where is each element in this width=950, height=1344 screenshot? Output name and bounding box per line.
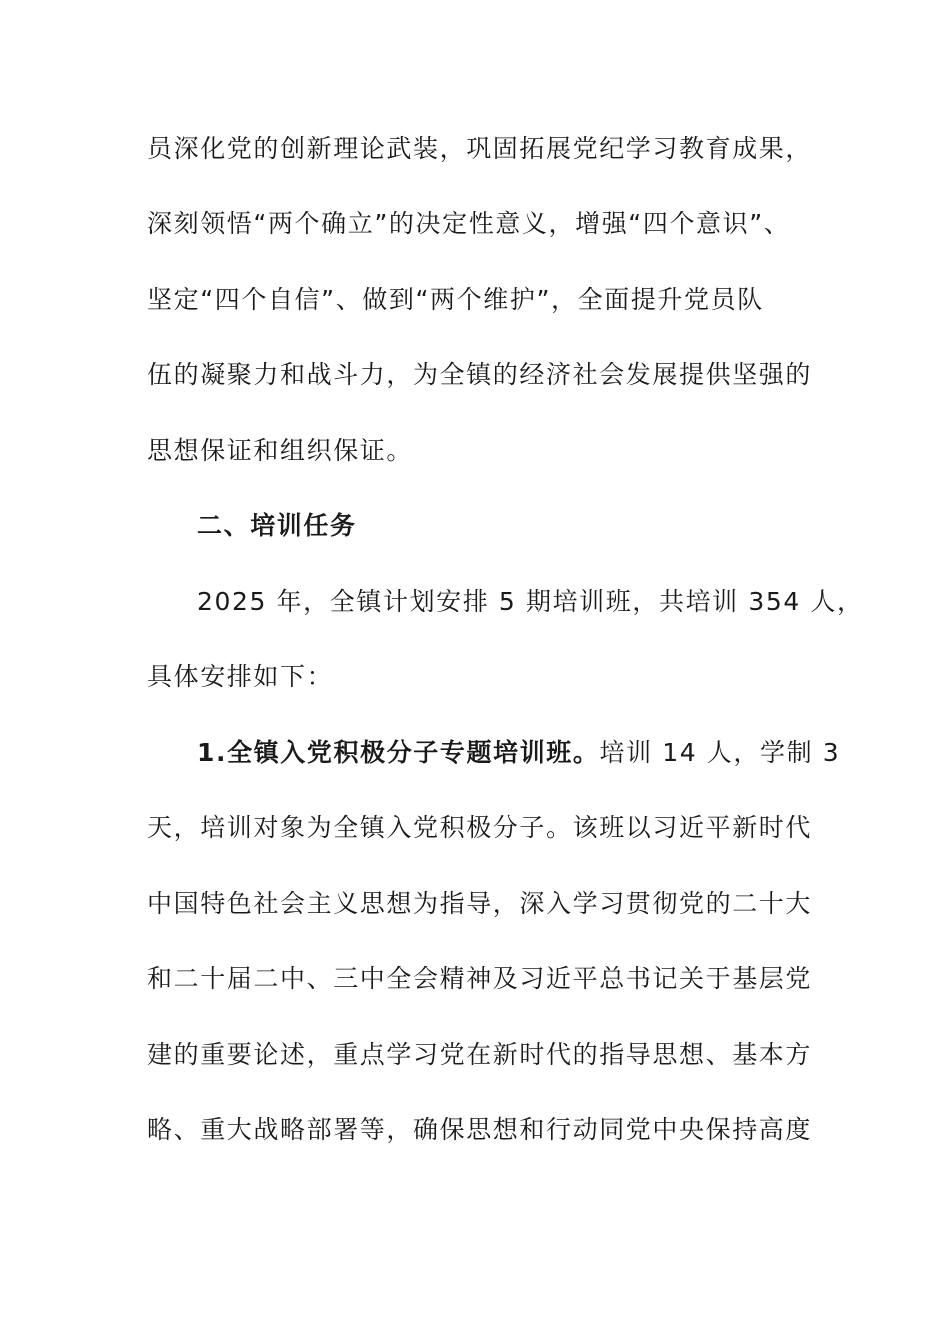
intro-line: 具体安排如下： [147, 662, 334, 691]
item-line: 天，培训对象为全镇入党积极分子。该班以习近平新时代 [147, 813, 813, 842]
item-first-line [197, 738, 840, 768]
paragraph-line: 员深化党的创新理论武装，巩固拓展党纪学习教育成果， [147, 134, 813, 163]
intro-line: 2025 年，全镇计划安排 5 期培训班，共培训 354 人， [197, 587, 864, 616]
item-line: 和二十届二中、三中全会精神及习近平总书记关于基层党 [147, 964, 813, 993]
item-line: 略、重大战略部署等，确保思想和行动同党中央保持高度 [147, 1115, 813, 1144]
item-line: 建的重要论述，重点学习党在新时代的指导思想、基本方 [147, 1040, 813, 1069]
item-line: 中国特色社会主义思想为指导，深入学习贯彻党的二十大 [147, 889, 813, 918]
item-first-line-rest: 培训 14 人，学制 3 [599, 738, 841, 767]
paragraph-line: 坚定“四个自信”、做到“两个维护”，全面提升党员队 [147, 285, 764, 314]
paragraph-line: 思想保证和组织保证。 [147, 436, 414, 465]
paragraph-line: 深刻领悟“两个确立”的决定性意义，增强“四个意识”、 [147, 209, 791, 238]
paragraph-line: 伍的凝聚力和战斗力，为全镇的经济社会发展提供坚强的 [147, 360, 813, 389]
section-heading: 二、培训任务 [197, 511, 357, 540]
item-title: 1.全镇入党积极分子专题培训班。 [197, 738, 600, 767]
